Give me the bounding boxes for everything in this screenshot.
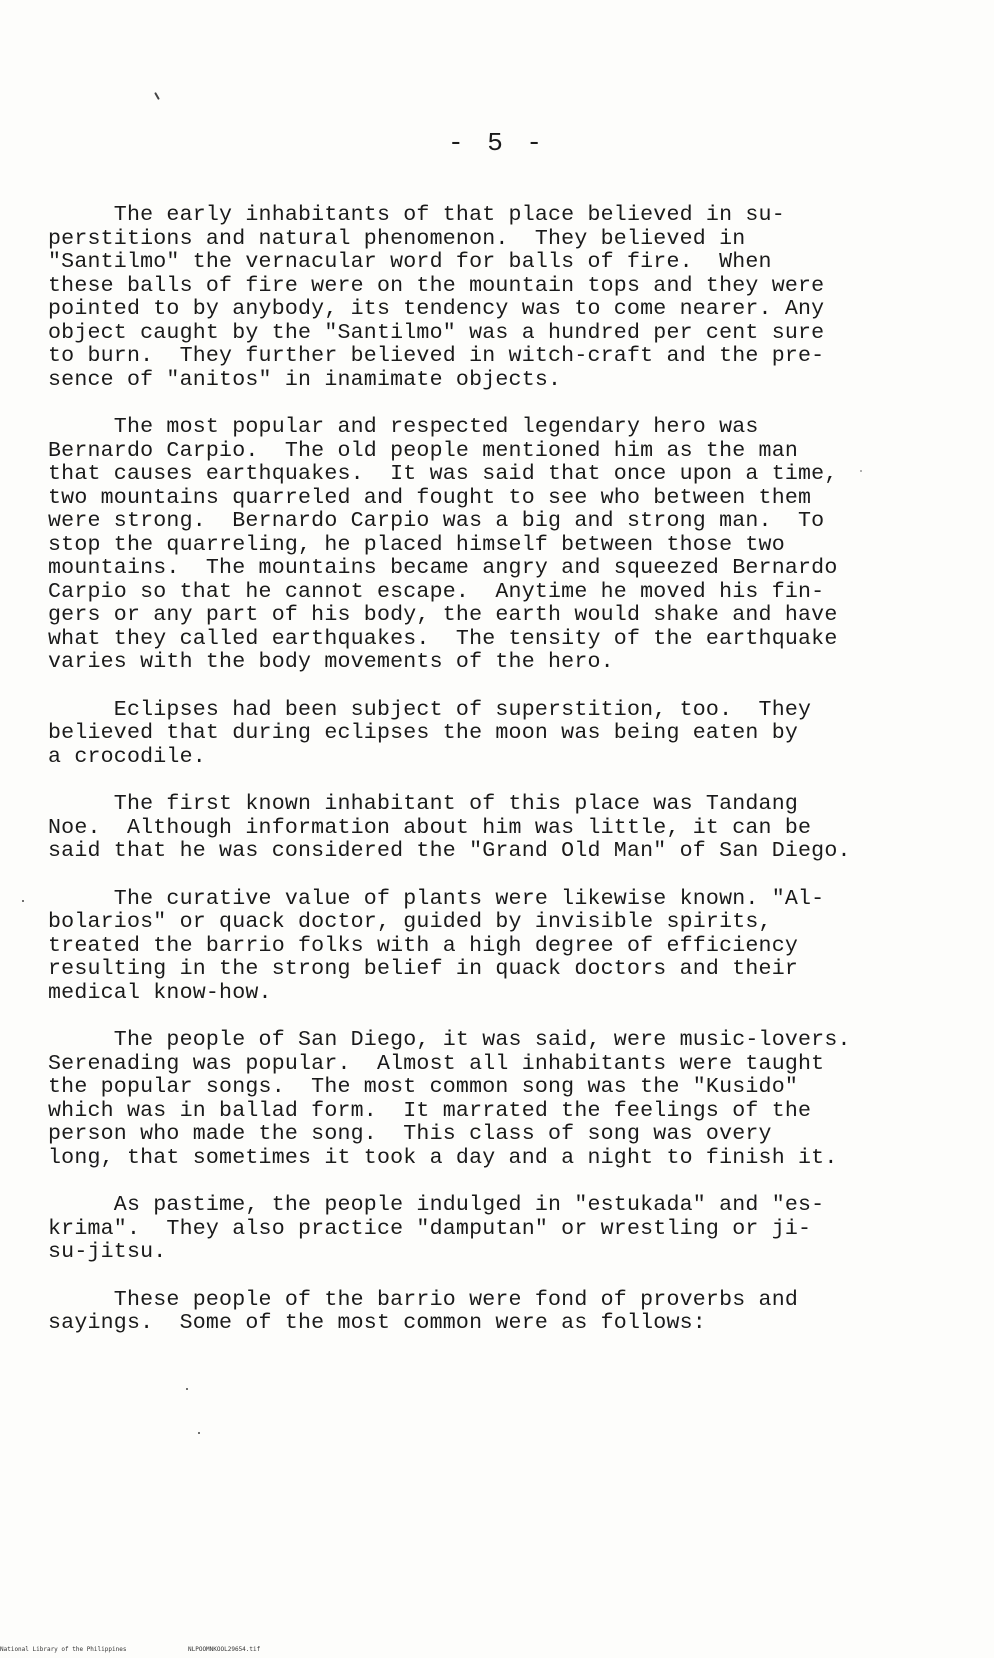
text-line: medical know-how. [48, 980, 272, 1005]
scan-speck [186, 1388, 188, 1390]
paragraph-pastime [48, 1194, 948, 1265]
text-line: "Santilmo" the vernacular word for balls of fire. When [48, 250, 772, 274]
text-line: a crocodile. [48, 744, 206, 769]
page-number: - 5 - [447, 128, 546, 158]
text-line: Noe. Although information about him was little, it can be [48, 815, 812, 840]
text-line: that causes earthquakes. It was said that once upon a time, [48, 462, 838, 486]
text-line: the popular songs. The most common song was the "Kusido" [48, 1075, 799, 1099]
text-line: perstitions and natural phenomenon. They believed in [48, 226, 746, 251]
paragraph-eclipses [48, 699, 948, 770]
text-line: two mountains quarreled and fought to see who between them [48, 485, 812, 510]
text-line: which was in ballad form. It marrated the feelings of the [48, 1098, 812, 1123]
text-line: person who made the song. This class of song was overy [48, 1122, 772, 1146]
paragraph-superstitions [48, 204, 948, 392]
text-line: The first known inhabitant of this place was Tandang [48, 792, 799, 816]
text-line: gers or any part of his body, the earth would shake and have [48, 603, 838, 627]
text-line: what they called earthquakes. The tensity of the earthquake [48, 626, 838, 651]
text-line: stop the quarreling, he placed himself between those two [48, 532, 785, 557]
text-line: Carpio so that he cannot escape. Anytime he moved his fin- [48, 579, 825, 604]
text-line: long, that sometimes it took a day and a night to finish it. [48, 1145, 838, 1170]
paragraph-music [48, 1029, 948, 1170]
text-line: these balls of fire were on the mountain tops and they were [48, 273, 825, 298]
text-line: believed that during eclipses the moon was being eaten by [48, 721, 799, 745]
text-line: object caught by the "Santilmo" was a hundred per cent sure [48, 320, 825, 345]
text-line: resulting in the strong belief in quack doctors and their [48, 957, 799, 981]
paragraph-first-inhabitant [48, 793, 948, 864]
text-line: Serenading was popular. Almost all inhabitants were taught [48, 1051, 825, 1076]
footer-file-name: NLPOOMNKOOL29654.tif [188, 1646, 261, 1653]
scan-speck [198, 1432, 200, 1434]
text-line: were strong. Bernardo Carpio was a big and strong man. To [48, 509, 825, 533]
text-line: bolarios" or quack doctor, guided by invisible spirits, [48, 910, 772, 934]
document-body [48, 204, 948, 1360]
text-line: krima". They also practice "damputan" or wrestling or ji- [48, 1216, 812, 1241]
text-line: The people of San Diego, it was said, were music-lovers. [48, 1028, 851, 1052]
text-line: Eclipses had been subject of superstition, too. They [48, 697, 812, 722]
footer-library-credit: National Library of the Philippines [0, 1646, 127, 1653]
text-line: su-jitsu. [48, 1240, 167, 1264]
scan-speck [154, 92, 160, 100]
text-line: treated the barrio folks with a high degree of efficiency [48, 933, 799, 958]
scan-speck [22, 900, 24, 902]
text-line: mountains. The mountains became angry and squeezed Bernardo [48, 556, 838, 580]
text-line: The most popular and respected legendary hero was [48, 415, 759, 439]
paragraph-proverbs [48, 1289, 948, 1336]
text-line: These people of the barrio were fond of proverbs and [48, 1287, 799, 1312]
text-line: pointed to by anybody, its tendency was to come nearer. Any [48, 297, 825, 321]
text-line: sence of "anitos" in inamimate objects. [48, 367, 562, 392]
text-line: varies with the body movements of the hero. [48, 650, 614, 674]
text-line: sayings. Some of the most common were as follows: [48, 1311, 706, 1335]
text-line: said that he was considered the "Grand Old Man" of San Diego. [48, 839, 851, 863]
paragraph-curative-plants [48, 888, 948, 1006]
text-line: The early inhabitants of that place believed in su- [48, 203, 785, 227]
text-line: Bernardo Carpio. The old people mentioned him as the man [48, 438, 799, 463]
text-line: to burn. They further believed in witch-craft and the pre- [48, 344, 825, 368]
scan-speck [860, 470, 862, 472]
text-line: As pastime, the people indulged in "estukada" and "es- [48, 1193, 825, 1217]
text-line: The curative value of plants were likewise known. "Al- [48, 886, 825, 911]
paragraph-bernardo-carpio [48, 416, 948, 675]
